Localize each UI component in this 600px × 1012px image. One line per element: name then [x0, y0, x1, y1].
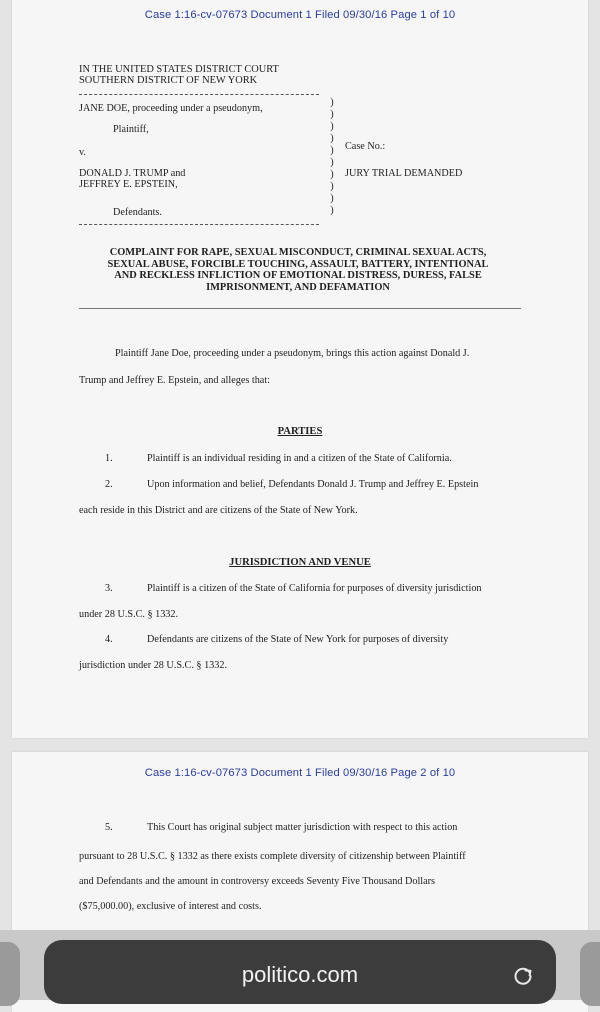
paragraph-5-line-3: and Defendants and the amount in controversy exceeds Seventy Five Thousand Dollars [79, 876, 436, 887]
plaintiff-name: JANE DOE, proceeding under a pseudonym, [79, 103, 263, 114]
reload-icon[interactable] [511, 964, 535, 988]
court-name-line2: SOUTHERN DISTRICT OF NEW YORK [79, 75, 258, 86]
paragraph-number: 5. [105, 822, 113, 833]
court-name-line1: IN THE UNITED STATES DISTRICT COURT [79, 64, 279, 75]
intro-line-2: Trump and Jeffrey E. Epstein, and alleges that: [79, 375, 270, 386]
paragraph-number: 2. [105, 479, 113, 490]
complaint-title-line: IMPRISONMENT, AND DEFAMATION [206, 281, 390, 293]
complaint-title [82, 247, 514, 293]
document-page-1: Case 1:16-cv-07673 Document 1 Filed 09/30/16 Page 1 of 10 IN THE UNITED STATES DISTRICT COURT SOUTHERN DISTRICT OF NEW YORK JANE DOE, proceeding under a pseudonym, Plaintiff, v. DONALD J. TRUMP and JEFFREY E. EPSTEIN, Defendants. ) ) ) ) ) ) ) ) ) ) Case No.: JURY TRIAL DEMANDED COMPLAINT FOR RAPE, SEXUAL MISCONDUCT, CRIMINAL SEXUAL ACTS, SEXUAL ABUSE, FORCIBLE TOUCHING, ASSAULT, BATTERY, INTENTIONAL AND RECKLESS INFLICTION OF EMOTIONAL DISTRESS, DURESS, FALSE IMPRISONMENT, AND DEFAMATION Plaintiff Jane Doe, proceeding under a pseudonym, brings this action against Donald J. Trump and Jeffrey E. Epstein, and alleges that: PARTIES 1. Plaintiff is an individual residing in and a citizen of the State of California. 2. Upon information and belief, Defendants Donald J. Trump and Jeffrey E. Epstein each reside in this District and are citizens of the State of New York. JURISDICTION AND VENUE 3. Plaintiff is a citizen of the State of California for purposes of diversity jurisdiction under 28 U.S.C. § 1332. 4. Defendants are citizens of the State of New York for purposes of diversity jurisdiction under 28 U.S.C. § 1332. [12, 0, 588, 738]
address-bar-url[interactable]: politico.com [241, 962, 359, 987]
paragraph-3-line-1: Plaintiff is a citizen of the State of California for purposes of diversity jurisdiction [147, 583, 482, 594]
paragraph-number: 4. [105, 634, 113, 645]
caption-divider-bottom [79, 224, 319, 225]
paragraph-2-line-1: Upon information and belief, Defendants Donald J. Trump and Jeffrey E. Epstein [147, 479, 479, 490]
defendant-name-line2: JEFFREY E. EPSTEIN, [79, 179, 178, 190]
paragraph-5-line-2: pursuant to 28 U.S.C. § 1332 as there exists complete diversity of citizenship between Plaintiff [79, 851, 466, 862]
paragraph-4-line-2: jurisdiction under 28 U.S.C. § 1332. [79, 660, 227, 671]
paragraph-5-line-4: ($75,000.00), exclusive of interest and costs. [79, 901, 262, 912]
paragraph-4-line-1: Defendants are citizens of the State of New York for purposes of diversity [147, 634, 449, 645]
defendant-name-line1: DONALD J. TRUMP and [79, 168, 186, 179]
intro-line-1: Plaintiff Jane Doe, proceeding under a pseudonym, brings this action against Donald J. [115, 348, 470, 359]
complaint-title-line: AND RECKLESS INFLICTION OF EMOTIONAL DISTRESS, DURESS, FALSE [114, 270, 482, 282]
complaint-title-line: SEXUAL ABUSE, FORCIBLE TOUCHING, ASSAULT, BATTERY, INTENTIONAL [107, 258, 489, 270]
jury-trial-demand: JURY TRIAL DEMANDED [345, 168, 463, 179]
paragraph-2-line-2: each reside in this District and are citizens of the State of New York. [79, 505, 358, 516]
case-number-label: Case No.: [345, 141, 386, 152]
paragraph-3-line-2: under 28 U.S.C. § 1332. [79, 609, 179, 620]
defendants-label: Defendants. [113, 207, 162, 218]
page-header: Case 1:16-cv-07673 Document 1 Filed 09/30/16 Page 2 of 10 [144, 767, 456, 779]
title-underline [79, 308, 521, 309]
parties-heading: PARTIES [277, 426, 323, 437]
versus-label: v. [79, 147, 86, 158]
paragraph-number: 3. [105, 583, 113, 594]
paragraph-number: 1. [105, 453, 113, 464]
caption-divider-top [79, 94, 319, 95]
jurisdiction-heading: JURISDICTION AND VENUE [229, 557, 371, 568]
page-header: Case 1:16-cv-07673 Document 1 Filed 09/30/16 Page 1 of 10 [144, 9, 456, 21]
complaint-title-line: COMPLAINT FOR RAPE, SEXUAL MISCONDUCT, CRIMINAL SEXUAL ACTS, [109, 247, 487, 258]
paragraph-5-line-1: This Court has original subject matter jurisdiction with respect to this action [147, 822, 458, 833]
paragraph-1-text: Plaintiff is an individual residing in and a citizen of the State of California. [147, 453, 452, 464]
plaintiff-label: Plaintiff, [113, 124, 149, 135]
